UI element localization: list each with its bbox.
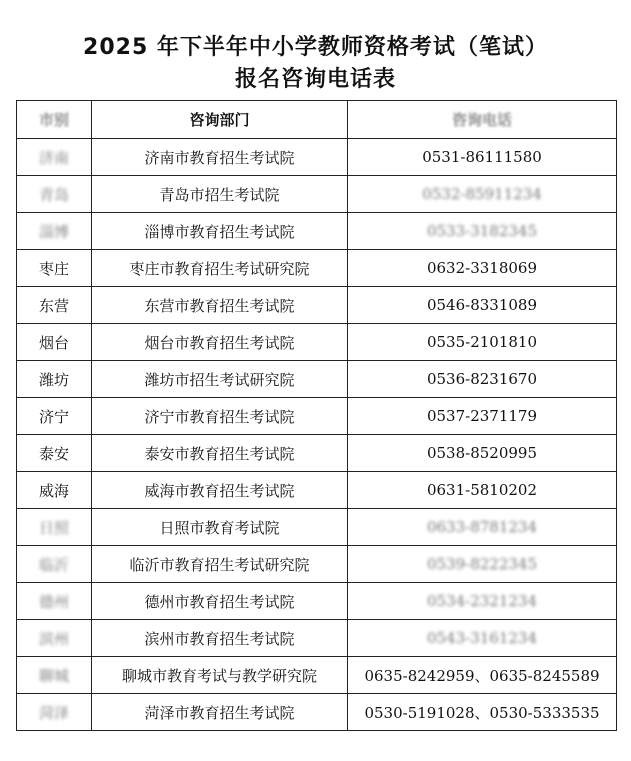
header-dept-label: 咨询部门 [189,111,250,129]
phone-text: 0534-2321234 [426,592,538,610]
cell-phone [348,620,617,657]
dept-text: 潍坊市招生考试研究院 [144,370,295,389]
cell-city [17,250,92,287]
cell-city [17,657,92,694]
dept-text: 济南市教育招生考试院 [144,148,295,167]
cell-dept [92,287,348,324]
cell-phone [348,139,617,176]
dept-text: 聊城市教育考试与教学研究院 [121,666,317,685]
city-text: 日照 [38,518,69,537]
cell-phone [348,176,617,213]
cell-dept [92,250,348,287]
city-text: 淄博 [38,222,69,241]
dept-text: 东营市教育招生考试院 [144,296,295,315]
phone-text: 0543-3161234 [426,629,538,647]
cell-city [17,546,92,583]
cell-phone [348,657,617,694]
contact-table [16,100,617,731]
table-row [17,472,617,509]
cell-city [17,509,92,546]
table-row [17,361,617,398]
cell-dept [92,176,348,213]
phone-text: 0533-3182345 [426,222,538,240]
city-text: 枣庄 [38,259,69,278]
phone-text: 0539-8222345 [426,555,538,573]
dept-text: 烟台市教育招生考试院 [144,333,295,352]
table-row [17,176,617,213]
cell-phone [348,546,617,583]
dept-text: 临沂市教育招生考试研究院 [129,555,310,574]
header-dept [92,101,348,139]
cell-dept [92,657,348,694]
phone-text: 0530-5191028、0530-5333535 [364,703,600,722]
cell-city [17,139,92,176]
table-row [17,139,617,176]
dept-text: 滨州市教育招生考试院 [144,629,295,648]
dept-text: 青岛市招生考试院 [159,185,280,204]
city-text: 德州 [38,592,69,611]
cell-dept [92,472,348,509]
cell-city [17,213,92,250]
table-row [17,324,617,361]
table-row [17,509,617,546]
cell-phone [348,287,617,324]
cell-dept [92,509,348,546]
table-header-row [17,101,617,139]
city-text: 聊城 [38,666,69,685]
cell-phone [348,583,617,620]
cell-dept [92,694,348,731]
dept-text: 泰安市教育招生考试院 [144,444,295,463]
phone-text: 0532-85911234 [422,185,542,203]
city-text: 济南 [38,148,69,167]
dept-text: 菏泽市教育招生考试院 [144,703,295,722]
phone-text: 0535-2101810 [426,333,538,351]
cell-phone [348,435,617,472]
cell-dept [92,324,348,361]
phone-text: 0633-8781234 [426,518,538,536]
city-text: 青岛 [38,185,69,204]
cell-city [17,287,92,324]
cell-city [17,620,92,657]
dept-text: 淄博市教育招生考试院 [144,222,295,241]
city-text: 泰安 [38,444,69,463]
city-text: 菏泽 [38,703,69,722]
table-row [17,583,617,620]
cell-phone [348,324,617,361]
cell-phone [348,509,617,546]
phone-text: 0536-8231670 [426,370,538,388]
city-text: 滨州 [38,629,69,648]
city-text: 威海 [38,481,69,500]
cell-phone [348,250,617,287]
dept-text: 威海市教育招生考试院 [144,481,295,500]
table-row [17,398,617,435]
cell-dept [92,213,348,250]
table-row [17,287,617,324]
phone-text: 0538-8520995 [426,444,538,462]
city-text: 烟台 [38,333,69,352]
dept-text: 日照市教育考试院 [159,518,280,537]
header-city-label: 市别 [38,111,69,129]
city-text: 临沂 [38,555,69,574]
page-title: 2025 年下半年中小学教师资格考试（笔试） [83,35,548,60]
table-row [17,546,617,583]
cell-city [17,583,92,620]
phone-text: 0537-2371179 [426,407,538,425]
header-city [17,101,92,139]
dept-text: 枣庄市教育招生考试研究院 [129,259,310,278]
phone-text: 0531-86111580 [422,148,542,166]
header-phone [348,101,617,139]
table-row [17,213,617,250]
cell-phone [348,213,617,250]
cell-phone [348,398,617,435]
dept-text: 济宁市教育招生考试院 [144,407,295,426]
cell-dept [92,361,348,398]
cell-dept [92,139,348,176]
table-row [17,435,617,472]
page-subtitle: 报名咨询电话表 [234,67,396,92]
cell-city [17,176,92,213]
cell-dept [92,583,348,620]
table-row [17,694,617,731]
cell-dept [92,620,348,657]
dept-text: 德州市教育招生考试院 [144,592,295,611]
table-body [17,139,617,731]
table-row [17,250,617,287]
phone-text: 0635-8242959、0635-8245589 [364,666,600,685]
header-phone-label: 咨询电话 [451,111,512,129]
table-row [17,657,617,694]
cell-dept [92,435,348,472]
cell-dept [92,398,348,435]
city-text: 东营 [38,296,69,315]
cell-city [17,361,92,398]
city-text: 济宁 [38,407,69,426]
cell-phone [348,361,617,398]
cell-city [17,472,92,509]
cell-dept [92,546,348,583]
cell-city [17,398,92,435]
phone-text: 0631-5810202 [426,481,538,499]
table-row [17,620,617,657]
cell-city [17,324,92,361]
cell-city [17,694,92,731]
cell-phone [348,694,617,731]
phone-text: 0546-8331089 [426,296,538,314]
cell-phone [348,472,617,509]
city-text: 潍坊 [38,370,69,389]
cell-city [17,435,92,472]
phone-text: 0632-3318069 [426,259,538,277]
